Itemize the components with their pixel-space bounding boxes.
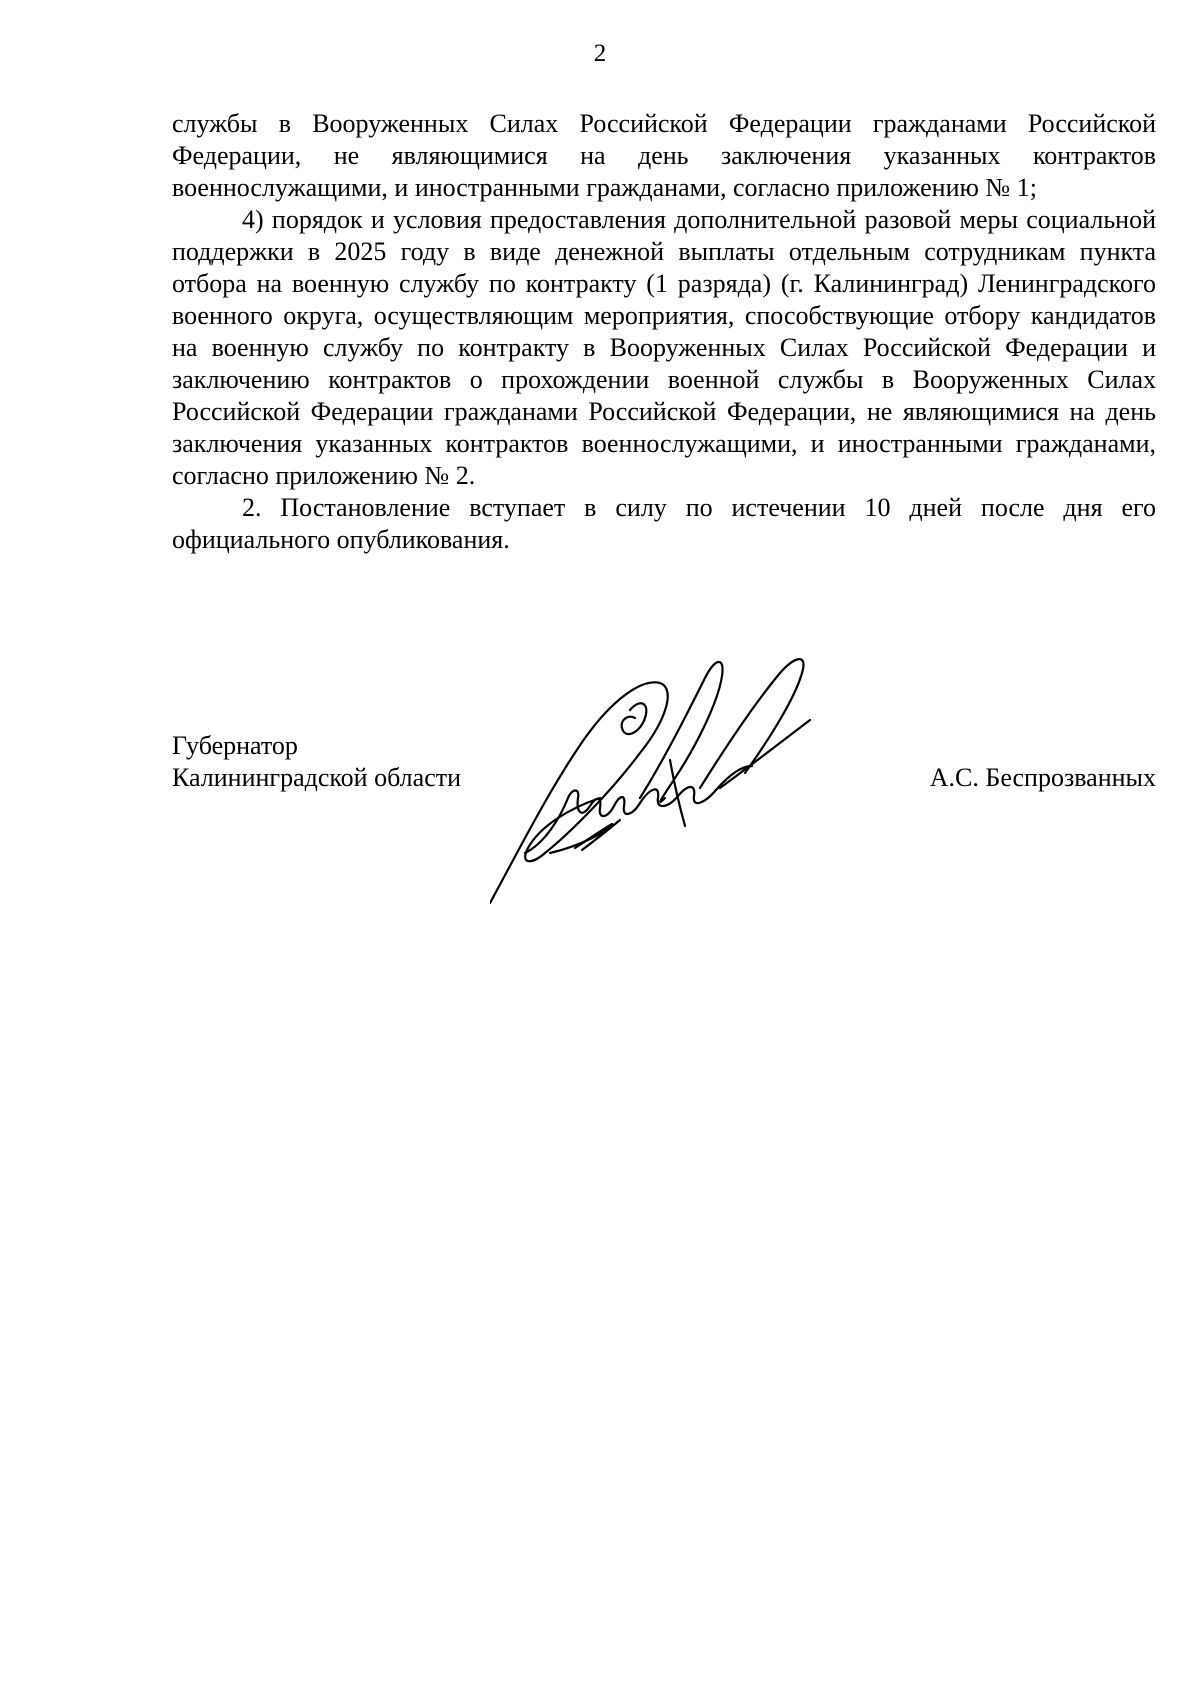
signatory-title [172, 730, 461, 794]
paragraph-item-4: 4) порядок и условия предоставления дополнительной разовой меры социальной поддержки в 2025 году в виде денежной выплаты отдельным сотрудникам пункта отбора на военную службу по контракту (1 разряда) (г. Калининград) Ленинградского военного округа, осуществляющим мероприятия, способствующие отбору кандидатов на военную службу по контракту в Вооруженных Силах Российской Федерации и заключению контрактов о прохождении военной службы в Вооруженных Силах Российской Федерации гражданами Российской Федерации, не являющимися на день заключения указанных контрактов военнослужащими, и иностранными гражданами, согласно приложению № 2. [172, 205, 1156, 490]
paragraph-continuation: службы в Вооруженных Силах Российской Федерации гражданами Российской Федерации, не являющимися на день заключения указанных контрактов военнослужащими, и иностранными гражданами, согласно приложению № 1; [172, 109, 1156, 202]
paragraph-clause-2: 2. Постановление вступает в силу по истечении 10 дней после дня его официального опубликования. [172, 493, 1156, 554]
signatory-title-line2: Калининградской области [172, 763, 462, 792]
signatory-title-line1: Губернатор [172, 731, 298, 760]
signatory-name: А.С. Беспрозванных [929, 763, 1156, 792]
page-number: 2 [593, 40, 607, 67]
document-body [172, 108, 1156, 556]
handwritten-signature-icon [490, 648, 880, 908]
